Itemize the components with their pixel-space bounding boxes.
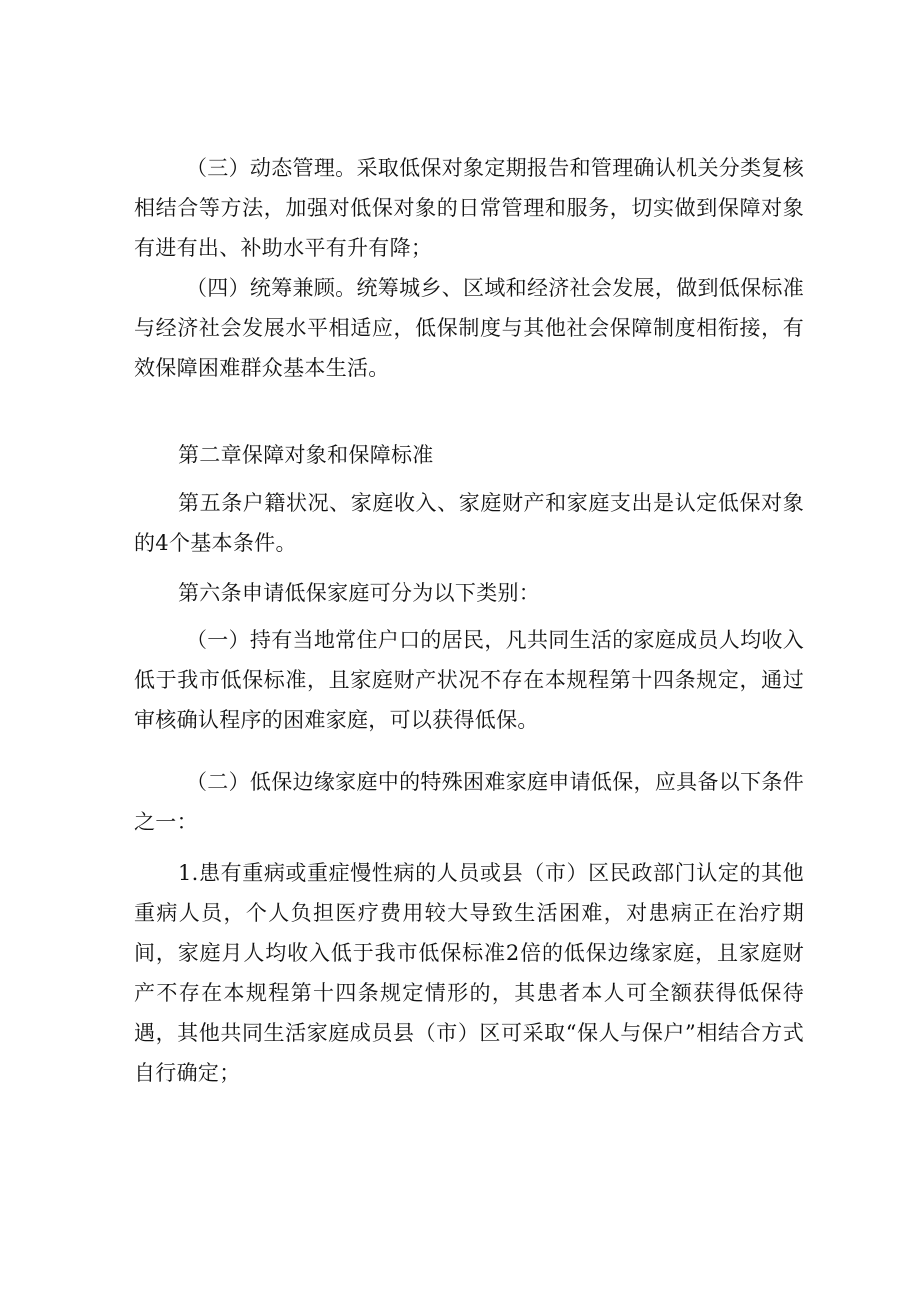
paragraph-item-one: 1.患有重病或重症慢性病的人员或县（市）区民政部门认定的其他重病人员，个人负担医疗费用较大导致生活困难，对患病正在治疗期间，家庭月人均收入低于我市低保标准2倍的低保边缘家庭，且家庭财产不存在本规程第十四条规定情形的，其患者本人可全额获得低保待遇，其他共同生活家庭成员县（市）区可采取“保人与保户”相结合方式自行确定； [134, 861, 804, 1085]
article-five: 第五条户籍状况、家庭收入、家庭财产和家庭支出是认定低保对象的4个基本条件。 [134, 491, 804, 555]
paragraph-dynamic-management: （三）动态管理。采取低保对象定期报告和管理确认机关分类复核相结合等方法，加强对低保对象的日常管理和服务，切实做到保障对象有进有出、补助水平有升有降； [134, 156, 804, 260]
chapter-heading: 第二章保障对象和保障标准 [178, 443, 434, 467]
paragraph-category-one: （一）持有当地常住户口的居民，凡共同生活的家庭成员人均收入低于我市低保标准，且家庭财产状况不存在本规程第十四条规定，通过审核确认程序的困难家庭，可以获得低保。 [134, 628, 804, 732]
paragraph-category-two: （二）低保边缘家庭中的特殊困难家庭申请低保，应具备以下条件之一： [134, 770, 804, 834]
article-six: 第六条申请低保家庭可分为以下类别： [178, 581, 541, 605]
paragraph-overall-planning: （四）统筹兼顾。统筹城乡、区域和经济社会发展，做到低保标准与经济社会发展水平相适应，低保制度与其他社会保障制度相衔接，有效保障困难群众基本生活。 [134, 276, 804, 380]
